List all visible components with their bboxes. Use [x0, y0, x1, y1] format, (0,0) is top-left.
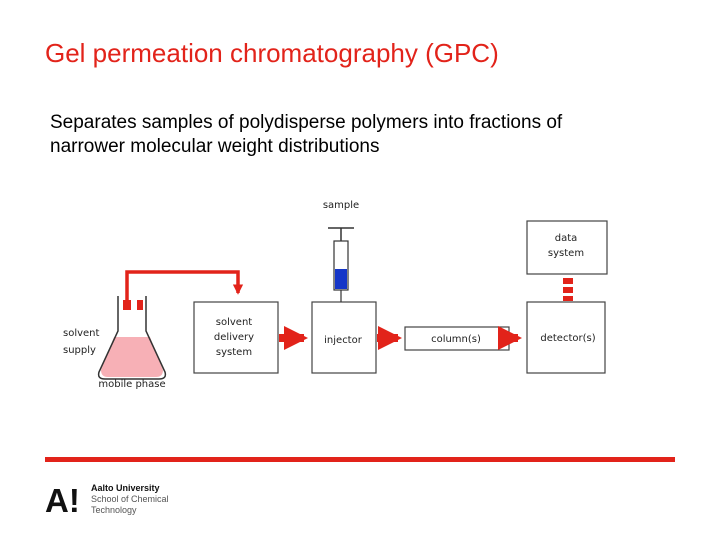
tube-end-right: [137, 300, 143, 310]
footer-institution: [91, 483, 169, 516]
syringe-icon: [328, 228, 354, 302]
footer-divider: [45, 457, 675, 462]
solvent-supply-label-line2: supply: [63, 345, 96, 356]
supply-tubing: [127, 272, 238, 302]
school-line1: School of Chemical: [91, 494, 169, 504]
slide-body-text: Separates samples of polydisperse polymers into fractions of narrower molecular weight distributions: [50, 112, 563, 157]
flask-liquid: [101, 337, 163, 377]
sample-label: sample: [322, 200, 360, 211]
mobile-phase-label: mobile phase: [98, 379, 166, 390]
injector-label: injector: [324, 335, 362, 346]
solvent-supply-label-line1: solvent: [63, 328, 100, 339]
detector-data-link: [563, 278, 573, 301]
university-name: Aalto University: [91, 483, 160, 493]
solvent-flask: [99, 296, 166, 379]
delivery-label-line1: solvent: [215, 317, 253, 328]
slide-title: Gel permeation chromatography (GPC): [45, 38, 499, 68]
school-line2: Technology: [91, 505, 137, 515]
aalto-logo: [45, 482, 85, 516]
delivery-label-line2: delivery: [213, 332, 255, 343]
column-label: column(s): [431, 334, 481, 345]
tube-end-left: [123, 300, 131, 310]
delivery-label-line3: system: [215, 347, 253, 358]
logo-letter: A!: [45, 482, 80, 516]
data-system-label-line1: data: [554, 233, 578, 244]
data-system-label-line2: system: [547, 248, 585, 259]
detector-label: detector(s): [540, 333, 596, 344]
syringe-sample: [335, 269, 347, 289]
